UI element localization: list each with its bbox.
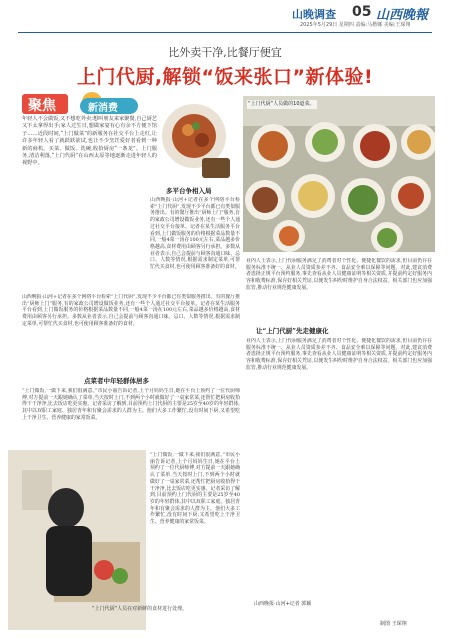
- dishes-table-illustration: [243, 96, 435, 252]
- headline-title: 上门代厨,解锁“饭来张口”新体验!: [76, 66, 374, 88]
- page-number: 05: [352, 4, 372, 20]
- section-heading-young: 点菜者中年轻群体居多: [84, 377, 149, 385]
- masthead: [0, 0, 450, 32]
- chef-photo: [8, 450, 146, 630]
- masthead-rule: [18, 32, 432, 33]
- author-line: 山西晚报·山河+记者 郭颖: [254, 601, 312, 607]
- section-body-young-cont: “上门做饭,一做下来,我们很满意。”市民小丽告诉记者,上个月妈妈生日,她在平台上预约了一位代厨师傅,对方提前一天跟她确认了菜单,当天按时上门,不到两个小时就做好了一桌家常菜,还帮忙把厨房收拾得干干净净,比去饭店吃更实惠。记者采访了解到,目前预约上门代厨的主要是25岁至40岁的年轻群体,其中以双职工家庭、独居青年和有聚会需求的人群为主。他们大多工作繁忙,没有时间下厨,又希望吃上干净卫生、营养健康的家常饭菜。: [150, 452, 240, 526]
- section-body-platforms-cont: 山西晚报·山河+记者在多个网络平台检索“上门代厨”,发现不少平台都已有类似服务推出。有的餐厅推出“厨师上门”服务,有的家政公司增设做饭业务,还有一些个人通过社交平台接单。记者在某生活服务平台看到,上门做饭服务的价格根据菜品数量不同,一般4菜一汤在100元左右,菜品越多价格越高,食材费用由顾客另行承担。多数从业者表示,自己会提前与顾客沟通口味、忌口、人数等情况,根据需求制定菜单,可帮忙代买食材,也可使用顾客准备好的食材。: [22, 294, 240, 327]
- graphic-credit: 制图 王琛翔: [380, 621, 407, 627]
- logo-line-1: 聚焦: [28, 98, 56, 114]
- section-name: 山晚调查: [292, 8, 336, 21]
- headline-subtitle: 比外卖干净,比餐厅便宜: [168, 46, 282, 59]
- lead-paragraph: 年轻人不会做饭,又不想吃外卖;想叫朋友来家聚餐,自己厨艺又不太拿得出手;家人过生日,想做家宴有心有余不方便下馆子……近段时间,“上门做菜”的新服务在社交平台上走红,让许多年轻人看了就跃跃欲试,也让不少烹饪爱好者看到一种新的商机。买菜、做饭、洗碗,收拾厨房“一条龙”。上门服务,清洁利落,“上门代厨”在山西太原等地逐渐走进年轻人的视野中。: [22, 116, 157, 167]
- section-body-health: 业内人士表示,上门代厨服务满足了消费者对个性化、便捷化餐饮的需求,但目前仍存在服务标准不统一、从业人员资质参差不齐、食品安全难以保障等问题。对此,建议消费者选择正规平台预约服务,事先查看从业人员健康证明等相关资质,并提前约定好服务内容和收费标准,保存好相关凭证,以便发生纠纷时维护自身合法权益。相关部门也应加强监管,推动行业规范健康发展。: [246, 338, 432, 371]
- newspaper-name: 山西晚報: [376, 8, 429, 23]
- dish-photo: [150, 96, 238, 182]
- right-column-text: 业内人士表示,上门代厨服务满足了消费者对个性化、便捷化餐饮的需求,但目前仍存在服务标准不统一、从业人员资质参差不齐、食品安全难以保障等问题。对此,建议消费者选择正规平台预约服务,事先查看从业人员健康证明等相关资质,并提前约定好服务内容和收费标准,保存好相关凭证,以便发生纠纷时维护自身合法权益。相关部门也应加强监管,推动行业规范健康发展。: [246, 258, 432, 291]
- dishes-table-photo: [243, 96, 435, 252]
- dishes-photo-caption: “上门代厨”人员做的10道菜。: [247, 100, 317, 109]
- section-heading-health: 让“上门代厨”先走健康化: [256, 327, 329, 335]
- section-heading-platforms: 多平台争相入局: [166, 187, 212, 195]
- chef-photo-caption: “上门代厨”人员在对新鲜的食材进行处理。: [92, 606, 188, 612]
- section-body-platforms: 山西晚报·山河+记者在多个网络平台检索“上门代厨”,发现不少平台都已有类似服务推出。有的餐厅推出“厨师上门”服务,有的家政公司增设做饭业务,还有一些个人通过社交平台接单。记者在某生活服务平台看到,上门做饭服务的价格根据菜品数量不同,一般4菜一汤在100元左右,菜品越多价格越高,食材费用由顾客另行承担。多数从业者表示,自己会提前与顾客沟通口味、忌口、人数等情况,根据需求制定菜单,可帮忙代买食材,也可使用顾客准备好的食材。: [150, 197, 240, 271]
- logo-line-2: 新消费: [88, 103, 118, 114]
- section-body-young: “上门做饭,一做下来,我们很满意。”市民小丽告诉记者,上个月妈妈生日,她在平台上预约了一位代厨师傅,对方提前一天跟她确认了菜单,当天按时上门,不到两个小时就做好了一桌家常菜,还帮忙把厨房收拾得干干净净,比去饭店吃更实惠。记者采访了解到,目前预约上门代厨的主要是25岁至40岁的年轻群体,其中以双职工家庭、独居青年和有聚会需求的人群为主。他们大多工作繁忙,没有时间下厨,又希望吃上干净卫生、营养健康的家常饭菜。: [22, 388, 240, 421]
- date-editor-line: 2025年5月29日 星期四 责编:马楷娜 美编:王琛翔: [300, 22, 411, 28]
